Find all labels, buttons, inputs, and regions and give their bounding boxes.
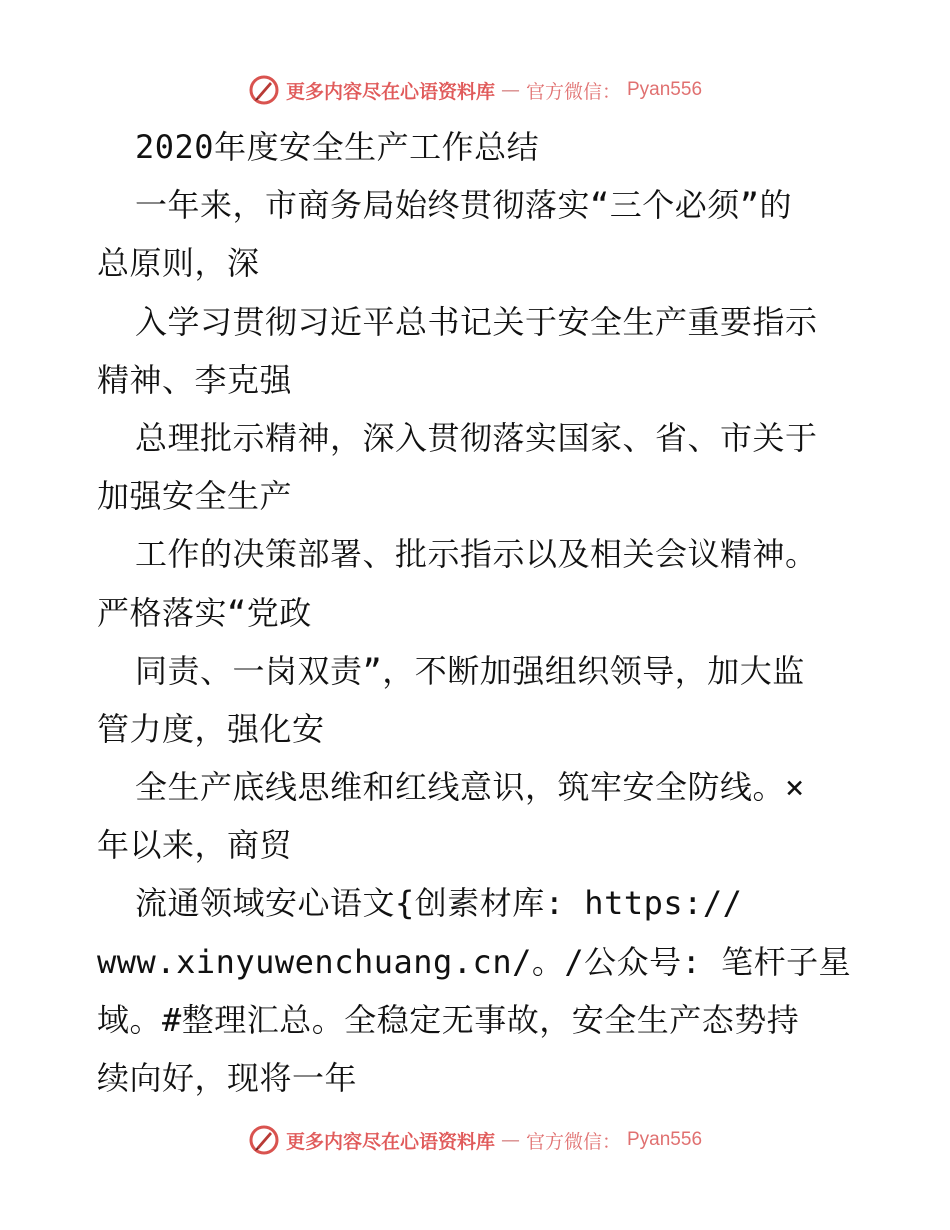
body-line: 精神、李克强 [97, 360, 293, 399]
body-line: 流通领域安心语文{创素材库: https:// [135, 884, 743, 923]
footer-banner [0, 1120, 950, 1160]
body-line: 管力度，强化安 [97, 709, 325, 748]
banner-wechat-id: Pyan556 [627, 79, 703, 100]
banner-wechat-label: 官方微信： [525, 80, 621, 103]
banner-separator: — [500, 1129, 520, 1151]
header-banner [0, 70, 950, 110]
body-line: 严格落实“党政 [97, 593, 312, 632]
body-line: 加强安全生产 [97, 477, 293, 516]
body-line: 入学习贯彻习近平总书记关于安全生产重要指示 [135, 302, 818, 341]
banner-separator: — [500, 79, 520, 101]
banner-brand-text: 更多内容尽在心语资料库 [285, 80, 495, 103]
document-body [97, 118, 867, 1107]
body-line: www.xinyuwenchuang.cn/。/公众号: 笔杆子星 [97, 942, 852, 981]
body-line: 工作的决策部署、批示指示以及相关会议精神。 [135, 535, 818, 574]
banner-wechat-label: 官方微信： [525, 1130, 621, 1153]
body-line: 全生产底线思维和红线意识，筑牢安全防线。× [135, 768, 805, 807]
banner-wechat-id: Pyan556 [627, 1129, 703, 1150]
body-line: 同责、一岗双责”，不断加强组织领导，加大监 [135, 651, 805, 690]
body-line: 年以来，商贸 [97, 826, 293, 865]
quill-logo-icon [248, 74, 280, 106]
body-line: 一年来，市商务局始终贯彻落实“三个必须”的 [135, 186, 793, 225]
quill-logo-icon [248, 1124, 280, 1156]
body-line: 总理批示精神，深入贯彻落实国家、省、市关于 [135, 418, 818, 457]
document-title: 2020年度安全生产工作总结 [135, 128, 540, 166]
body-line: 总原则，深 [97, 244, 260, 283]
body-line: 续向好，现将一年 [97, 1059, 358, 1097]
banner-brand-text: 更多内容尽在心语资料库 [285, 1130, 495, 1153]
body-line: 域。#整理汇总。全稳定无事故，安全生产态势持 [97, 1000, 800, 1039]
